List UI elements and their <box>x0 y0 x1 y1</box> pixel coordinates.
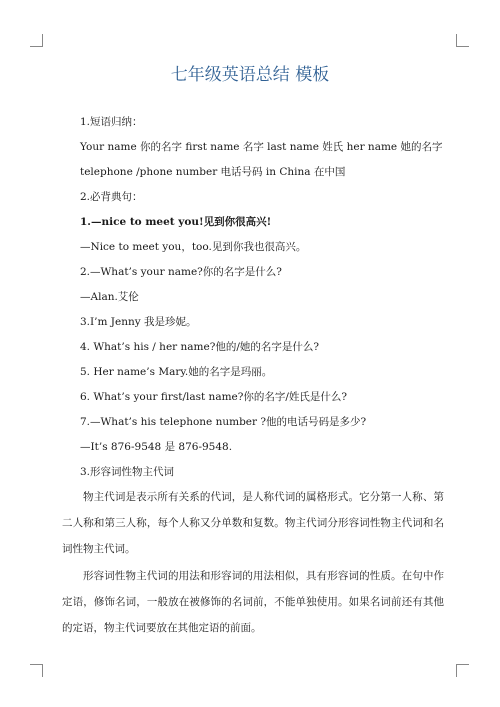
sentence-line: —Nice to meet you，too.见到你我也很高兴。 <box>80 241 307 253</box>
section-heading-phrases: 1.短语归纳： <box>80 116 143 128</box>
sentence-line: 7.—What’s his telephone number ?他的电话号码是多少? <box>80 416 367 428</box>
crop-mark-bottom-left <box>30 664 43 677</box>
sentence-line: 2.—What’s your name?你的名字是什么? <box>80 266 282 278</box>
paragraph: 形容词性物主代词的用法和形容词的用法相似，具有形容词的性质。在句中作定语，修饰名词，一般放在被修饰的名词前，不能单独使用。如果名词前还有其他的定语，物主代词要放在其他定语的前面。 <box>62 570 444 634</box>
sentence-line: —Alan.艾伦 <box>80 291 139 303</box>
section-heading-pronouns: 3.形容词性物主代词 <box>80 466 175 478</box>
phrase-line: telephone /phone number 电话号码 in China 在中国 <box>80 166 346 178</box>
sentence-line: 3.I’m Jenny 我是珍妮。 <box>80 316 197 328</box>
crop-mark-top-left <box>30 34 43 47</box>
crop-mark-top-right <box>456 34 469 47</box>
sentence-line: 4. What’s his / her name?他的/她的名字是什么? <box>80 341 319 353</box>
crop-mark-bottom-right <box>456 664 469 677</box>
sentence-line: —It’s 876-9548 是 876-9548. <box>80 441 233 453</box>
sentence-line: 1.—nice to meet you!见到你很高兴! <box>80 216 272 228</box>
page-title: 七年级英语总结 模板 <box>170 65 330 85</box>
paragraph: 物主代词是表示所有关系的代词，是人称代词的属格形式。它分第一人称、第二人称和第三人称，每个人称又分单数和复数。物主代词分形容词性物主代词和名词性物主代词。 <box>62 491 444 555</box>
section-heading-sentences: 2.必背典句： <box>80 191 143 203</box>
phrase-line: Your name 你的名字 first name 名字 last name 姓氏 her name 她的名字 <box>80 141 443 153</box>
sentence-line: 5. Her name’s Mary.她的名字是玛丽。 <box>80 366 273 378</box>
sentence-line: 6. What’s your first/last name?你的名字/姓氏是什么? <box>80 391 348 403</box>
